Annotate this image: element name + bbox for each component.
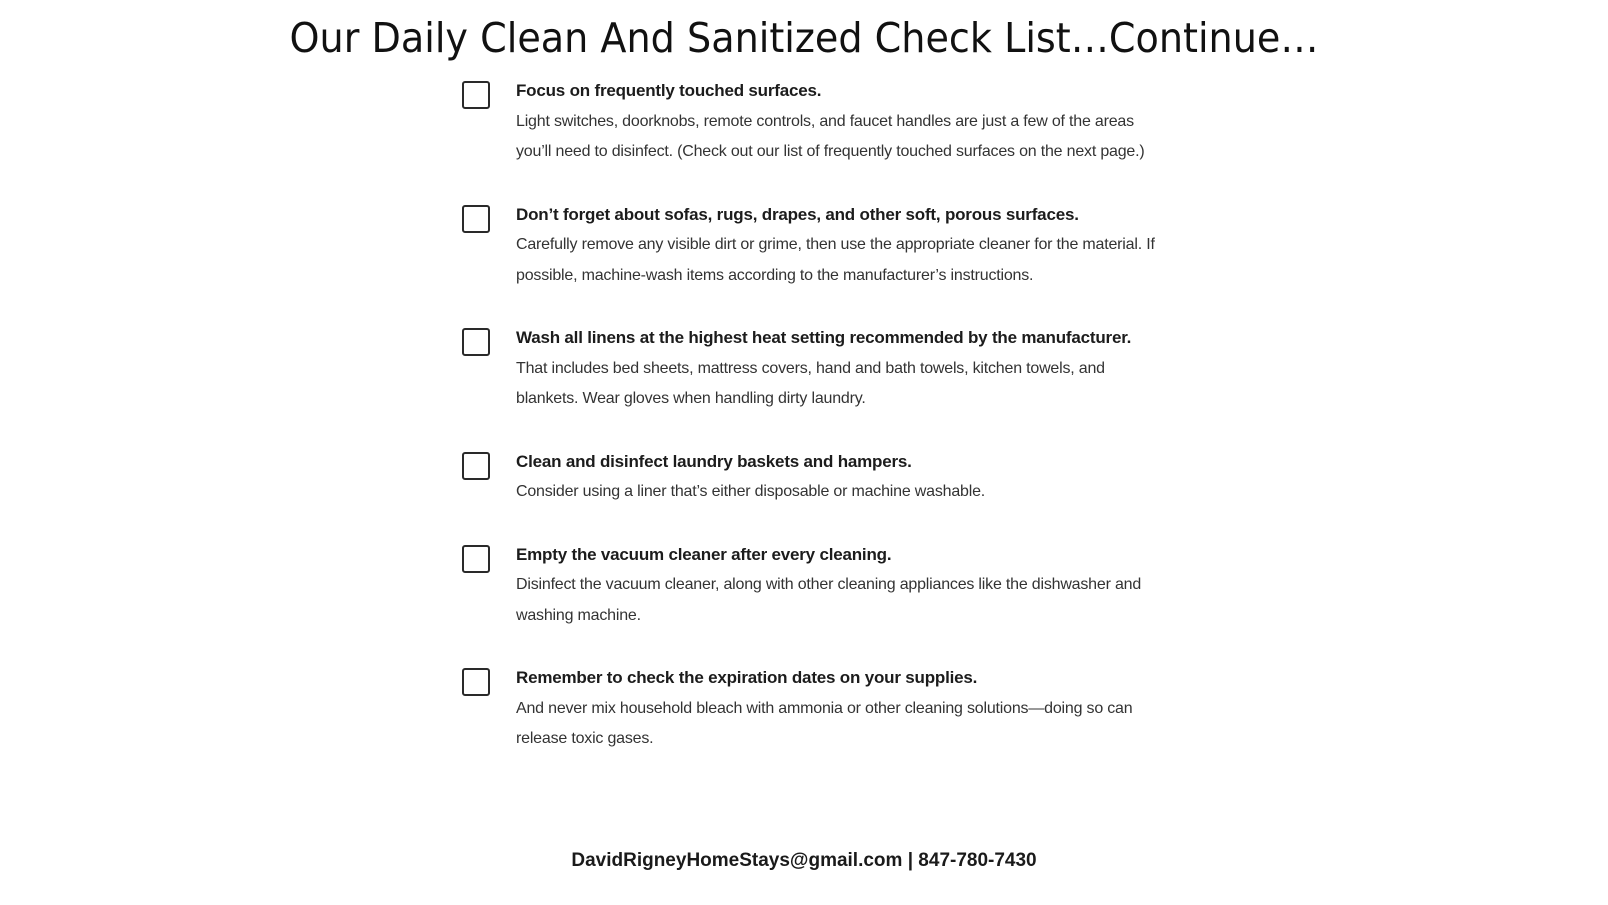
item-description: Light switches, doorknobs, remote controls, and faucet handles are just a few of the areas you’ll need to disinfect. (Check out our list of frequently touched surfaces on the next page.) [516, 112, 1145, 160]
item-description: That includes bed sheets, mattress covers, hand and bath towels, kitchen towels, and blankets. Wear gloves when handling dirty laundry. [516, 359, 1105, 407]
checkbox[interactable] [462, 545, 490, 573]
checklist-item [462, 200, 1162, 292]
checkbox[interactable] [462, 81, 490, 109]
item-description: Consider using a liner that’s either disposable or machine washable. [516, 483, 986, 500]
checkbox[interactable] [462, 668, 490, 696]
item-description: And never mix household bleach with ammonia or other cleaning solutions—doing so can release toxic gases. [516, 699, 1133, 747]
checkbox[interactable] [462, 452, 490, 480]
item-heading: Empty the vacuum cleaner after every cleaning. [516, 544, 892, 564]
item-heading: Wash all linens at the highest heat setting recommended by the manufacturer. [516, 328, 1132, 347]
contact-footer: DavidRigneyHomeStays@gmail.com | 847-780-7430 [571, 850, 1037, 871]
item-heading: Don’t forget about sofas, rugs, drapes, and other soft, porous surfaces. [516, 204, 1079, 224]
checkbox[interactable] [462, 205, 490, 233]
checklist-item [462, 447, 1162, 508]
item-description: Carefully remove any visible dirt or grime, then use the appropriate cleaner for the material. If possible, machine-wash items according to the manufacturer’s instructions. [516, 236, 1155, 284]
item-heading: Focus on frequently touched surfaces. [516, 81, 822, 100]
checklist-item [462, 76, 1162, 168]
checklist-item [462, 663, 1162, 755]
checkbox[interactable] [462, 328, 490, 356]
item-heading: Clean and disinfect laundry baskets and hampers. [516, 451, 912, 471]
checklist-item [462, 540, 1162, 632]
checklist [462, 76, 1162, 755]
checklist-item [462, 323, 1162, 415]
item-heading: Remember to check the expiration dates on your supplies. [516, 668, 978, 687]
item-description: Disinfect the vacuum cleaner, along with other cleaning appliances like the dishwasher and washing machine. [516, 576, 1142, 624]
page-title: Our Daily Clean And Sanitized Check List…Continue… [289, 14, 1319, 62]
